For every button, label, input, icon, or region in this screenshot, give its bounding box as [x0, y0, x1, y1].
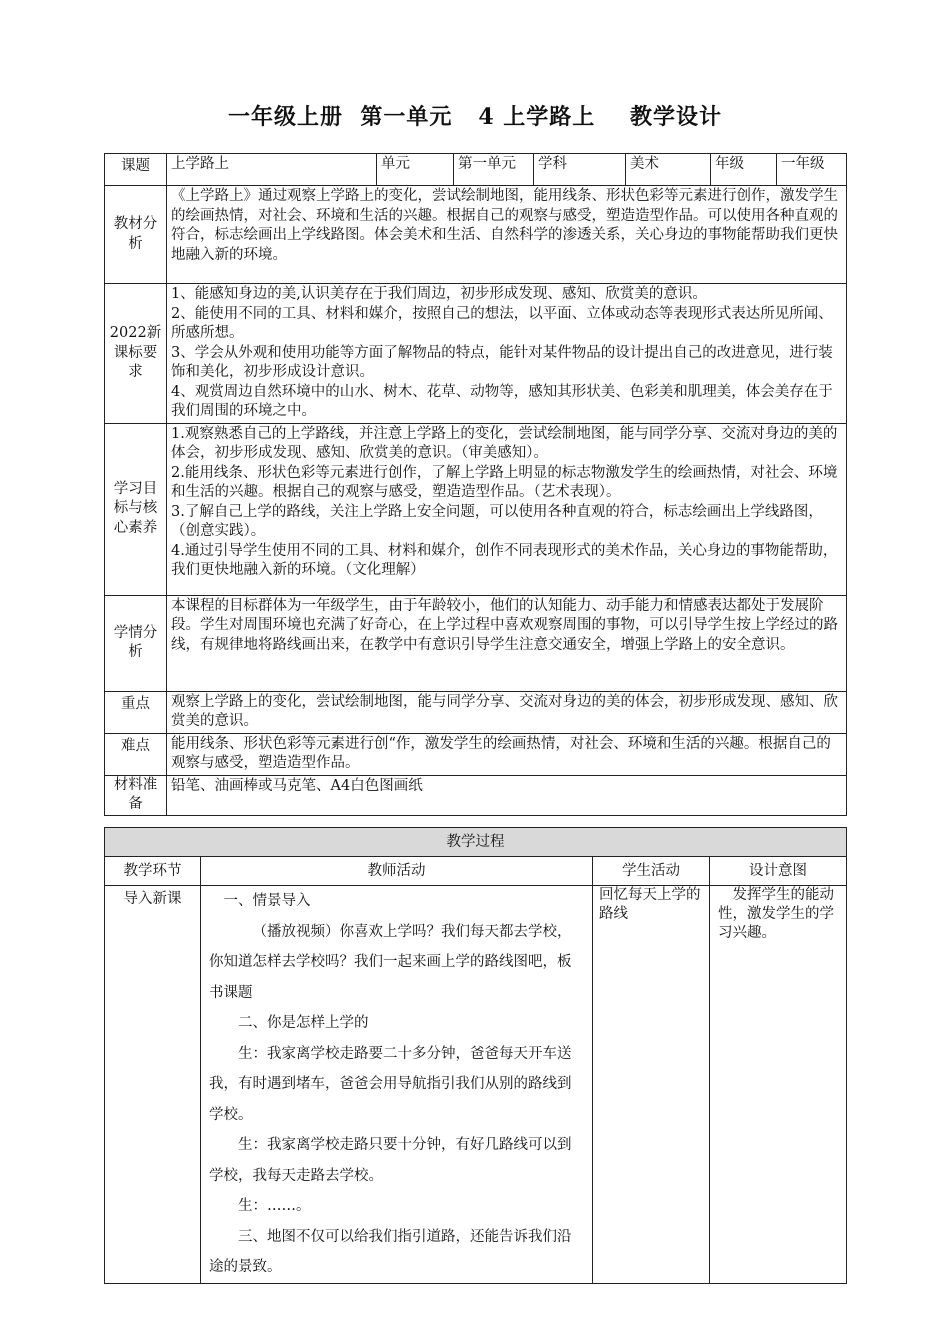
teacher-line: 生：我家离学校走路要二十多分钟，爸爸每天开车送我，有时遇到堵车，爸爸会用导航指引我们从别的路线到学校。 [209, 1045, 572, 1123]
standard-text [167, 284, 847, 424]
learner-label: 学情分析 [105, 595, 167, 691]
unit-value: 第一单元 [454, 154, 534, 186]
info-row [105, 154, 847, 186]
goal-item: 3.了解自己上学的路线，关注上学路上安全问题，可以使用各种直观的符合，标志绘画出上学线路图，（创意实践）。 [171, 503, 823, 539]
goal-item: 4.通过引导学生使用不同的工具、材料和媒介，创作不同表现形式的美术作品，关心身边的事物能帮助，我们更快地融入新的环境。（文化理解） [171, 542, 838, 578]
teacher-activity [201, 886, 593, 1284]
process-row [105, 886, 847, 1284]
goal-item: 2.能用线条、形状色彩等元素进行创作，了解上学路上明显的标志物激发学生的绘画热情，对社会、环境和生活的兴趣。根据自己的观察与感受，塑造造型作品。（艺术表现）。 [171, 464, 838, 500]
standard-item: 2、能使用不同的工具、材料和媒介，按照自己的想法，以平面、立体或动态等表现形式表达所见所闻、所感所想。 [171, 305, 833, 341]
teaching-process-table [104, 827, 847, 1284]
goals-text [167, 423, 847, 595]
header-student: 学生活动 [593, 857, 710, 886]
goals-row [105, 423, 847, 595]
header-teacher: 教师活动 [201, 857, 593, 886]
material-label: 教材分析 [105, 186, 167, 284]
goal-item: 1.观察熟悉自己的上学路线，并注意上学路上的变化，尝试绘制地图，能与同学分享、交流对身边的美的体会，初步形成发现、感知、欣赏美的意识。（审美感知）。 [171, 425, 838, 461]
difficult-text: 能用线条、形状色彩等元素进行创“作，激发学生的绘画热情，对社会、环境和生活的兴趣。根据自己的观察与感受，塑造造型作品。 [167, 733, 847, 775]
grade-value: 一年级 [777, 154, 847, 186]
topic-value: 上学路上 [167, 154, 377, 186]
header-design: 设计意图 [710, 857, 847, 886]
teacher-line: 一、情景导入 [223, 893, 311, 909]
teacher-line: 生：……。 [238, 1198, 311, 1214]
process-title: 教学过程 [105, 828, 847, 857]
subject-label: 学科 [534, 154, 626, 186]
key-text: 观察上学路上的变化，尝试绘制地图，能与同学分享、交流对身边的美的体会，初步形成发现、感知、欣赏美的意识。 [167, 691, 847, 733]
learner-text: 本课程的目标群体为一年级学生，由于年龄较小，他们的认知能力、动手能力和情感表达都处于发展阶段。学生对周围环境也充满了好奇心，在上学过程中喜欢观察周围的事物，可以引导学生按上学经过的路线，有规律地将路线画出来，在教学中有意识引导学生注意交通安全，增强上学路上的安全意识。 [167, 595, 847, 691]
materials-row [105, 775, 847, 815]
difficult-row [105, 733, 847, 775]
teacher-line: 三、地图不仅可以给我们指引道路，还能告诉我们沿途的景致。 [209, 1228, 572, 1275]
standard-item: 4、观赏周边自然环境中的山水、树木、花草、动物等，感知其形状美、色彩美和肌理美，体会美存在于我们周围的环境之中。 [171, 383, 833, 419]
process-title-row [105, 828, 847, 857]
learner-row [105, 595, 847, 691]
teacher-line: （播放视频）你喜欢上学吗？我们每天都去学校，你知道怎样去学校吗？我们一起来画上学的路线图吧，板书课题 [209, 923, 572, 1001]
standard-item: 3、学会从外观和使用功能等方面了解物品的特点，能针对某件物品的设计提出自己的改进意见，进行装饰和美化，初步形成设计意识。 [171, 344, 833, 380]
materials-label: 材料准备 [105, 775, 167, 815]
standard-item: 1、能感知身边的美,认识美存在于我们周边，初步形成发现、感知、欣赏美的意识。 [171, 286, 707, 302]
subject-value: 美术 [626, 154, 711, 186]
design-intent: 发挥学生的能动性，激发学生的学习兴趣。 [710, 886, 847, 1284]
goals-label: 学习目标与核心素养 [105, 423, 167, 595]
key-label: 重点 [105, 691, 167, 733]
standard-label: 2022新课标要求 [105, 284, 167, 424]
materials-text: 铅笔、油画棒或马克笔、A4白色图画纸 [167, 775, 847, 815]
key-row [105, 691, 847, 733]
material-row [105, 186, 847, 284]
teacher-line: 生：我家离学校走路只要十分钟，有好几路线可以到学校，我每天走路去学校。 [209, 1137, 572, 1184]
unit-label: 单元 [377, 154, 454, 186]
stage-cell: 导入新课 [105, 886, 201, 1284]
header-stage: 教学环节 [105, 857, 201, 886]
student-activity: 回忆每天上学的路线 [593, 886, 710, 1284]
standard-row [105, 284, 847, 424]
process-header-row [105, 857, 847, 886]
difficult-label: 难点 [105, 733, 167, 775]
topic-label: 课题 [105, 154, 167, 186]
material-text: 《上学路上》通过观察上学路上的变化，尝试绘制地图，能用线条、形状色彩等元素进行创作，激发学生的绘画热情，对社会、环境和生活的兴趣。根据自己的观察与感受，塑造造型作品。可以使用各种直观的符合，标志绘画出上学线路图。体会美术和生活、自然科学的渗透关系，关心身边的事物能帮助我们更快地融入新的环境。 [167, 186, 847, 284]
grade-label: 年级 [711, 154, 777, 186]
page-title: 一年级上册 第一单元 4 上学路上 教学设计 [228, 104, 722, 130]
lesson-info-table [104, 153, 847, 816]
teacher-line: 二、你是怎样上学的 [238, 1015, 369, 1031]
